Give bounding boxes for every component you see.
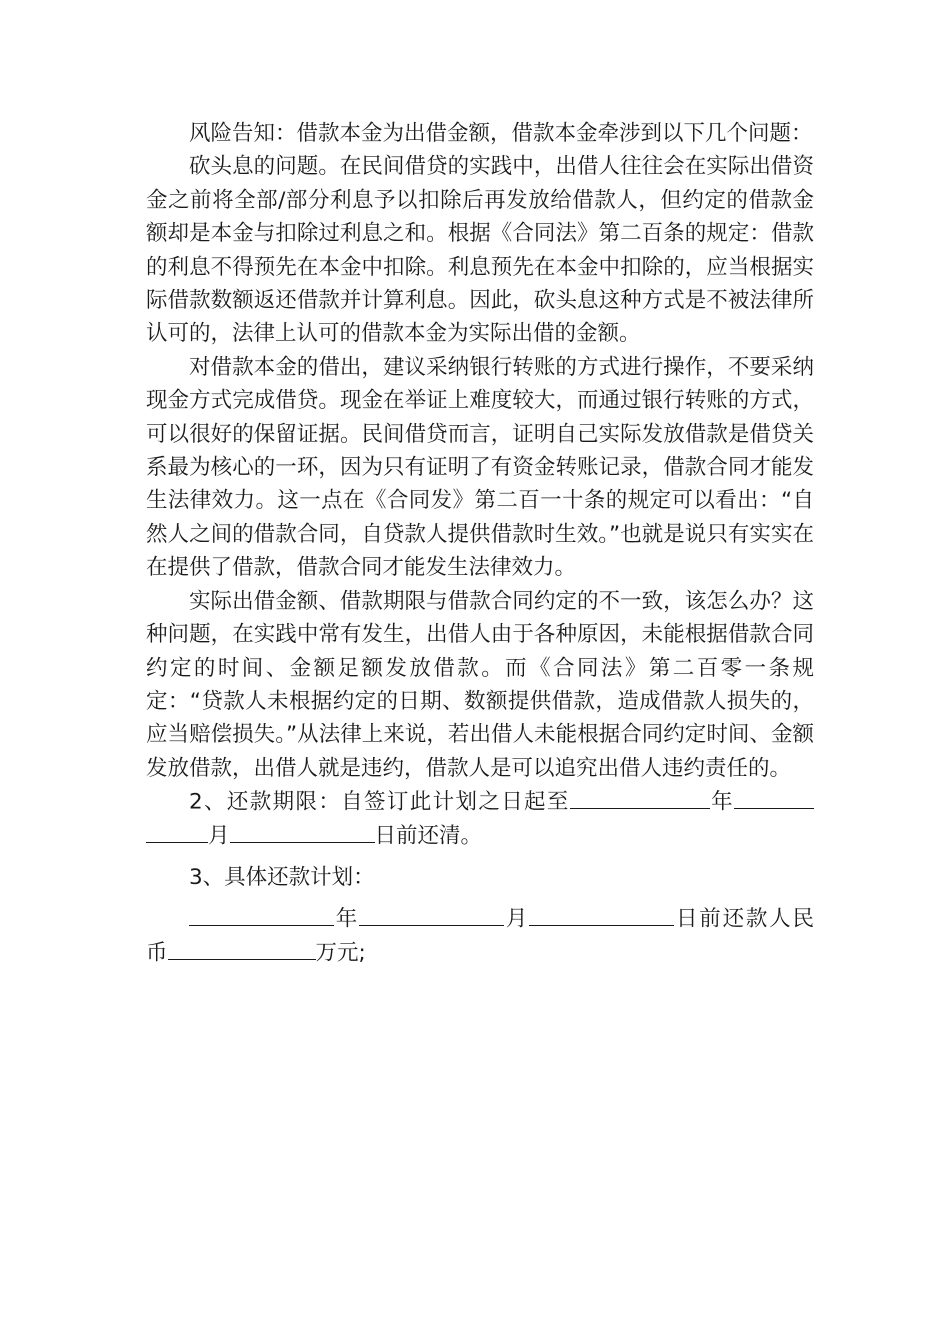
- paragraph-repayment-term: [146, 785, 814, 853]
- paragraph-plan-line: [146, 902, 814, 970]
- blank-plan-amount-field[interactable]: [168, 936, 316, 960]
- paragraph-risk-notice: 风险告知：借款本金为出借金额，借款本金牵涉到以下几个问题：: [189, 121, 813, 146]
- paragraph-inconsistent-amount: 实际出借金额、借款期限与借款合同约定的不一致，该怎么办？这种问题，在实践中常有发生，出借人由于各种原因，未能根据借款合同约定的时间、金额足额发放借款。而《合同法》第二百零一条规定：“贷款人未根据约定的日期、数额提供借款，造成借款人损失的，应当赔偿损失。”从法律上来说，若出借人未能根据合同约定时间、金额发放借款，出借人就是违约，借款人是可以追究出借人违约责任的。: [146, 588, 814, 781]
- plan-line-unit: 万元;: [315, 941, 366, 966]
- blank-day-field[interactable]: [230, 819, 375, 843]
- plan-line-year: 年: [334, 907, 360, 933]
- blank-plan-month-field[interactable]: [359, 902, 504, 926]
- paragraph-upfront-interest: 砍头息的问题。在民间借贷的实践中，出借人往往会在实际出借资金之前将全部/部分利息予以扣除后再发放给借款人，但约定的借款金额却是本金与扣除过利息之和。根据《合同法》第二百条的规定：借款的利息不得预先在本金中扣除。利息预先在本金中扣除的，应当根据实际借款数额返还借款并计算利息。因此，砍头息这种方式是不被法律所认可的，法律上认可的借款本金为实际出借的金额。: [146, 154, 814, 347]
- document-body: [146, 117, 814, 970]
- blank-plan-day-field[interactable]: [529, 902, 674, 926]
- repayment-term-suffix: 日前还清。: [374, 823, 483, 849]
- blank-plan-year-field[interactable]: [189, 902, 334, 926]
- plan-line-month: 月: [504, 907, 530, 933]
- plan-line-day-text: 日前还款人民币: [146, 907, 814, 966]
- blank-month-field-part1[interactable]: [734, 785, 814, 809]
- paragraph-bank-transfer: 对借款本金的借出，建议采纳银行转账的方式进行操作，不要采纳现金方式完成借贷。现金在举证上难度较大，而通过银行转账的方式，可以很好的保留证据。民间借贷而言，证明自己实际发放借款是借贷关系最为核心的一环，因为只有证明了有资金转账记录，借款合同才能发生法律效力。这一点在《合同发》第二百一十条的规定可以看出：“自然人之间的借款合同，自贷款人提供借款时生效。”也就是说只有实实在在提供了借款，借款合同才能发生法律效力。: [146, 354, 814, 581]
- blank-month-field-part2[interactable]: [146, 819, 208, 843]
- blank-year-field[interactable]: [570, 785, 710, 809]
- repayment-term-year: 年: [709, 789, 734, 815]
- repayment-term-month: 月: [208, 823, 230, 849]
- repayment-term-prefix: 2、还款期限：自签订此计划之日起至: [189, 789, 570, 815]
- paragraph-plan-heading: 3、具体还款计划：: [189, 865, 375, 891]
